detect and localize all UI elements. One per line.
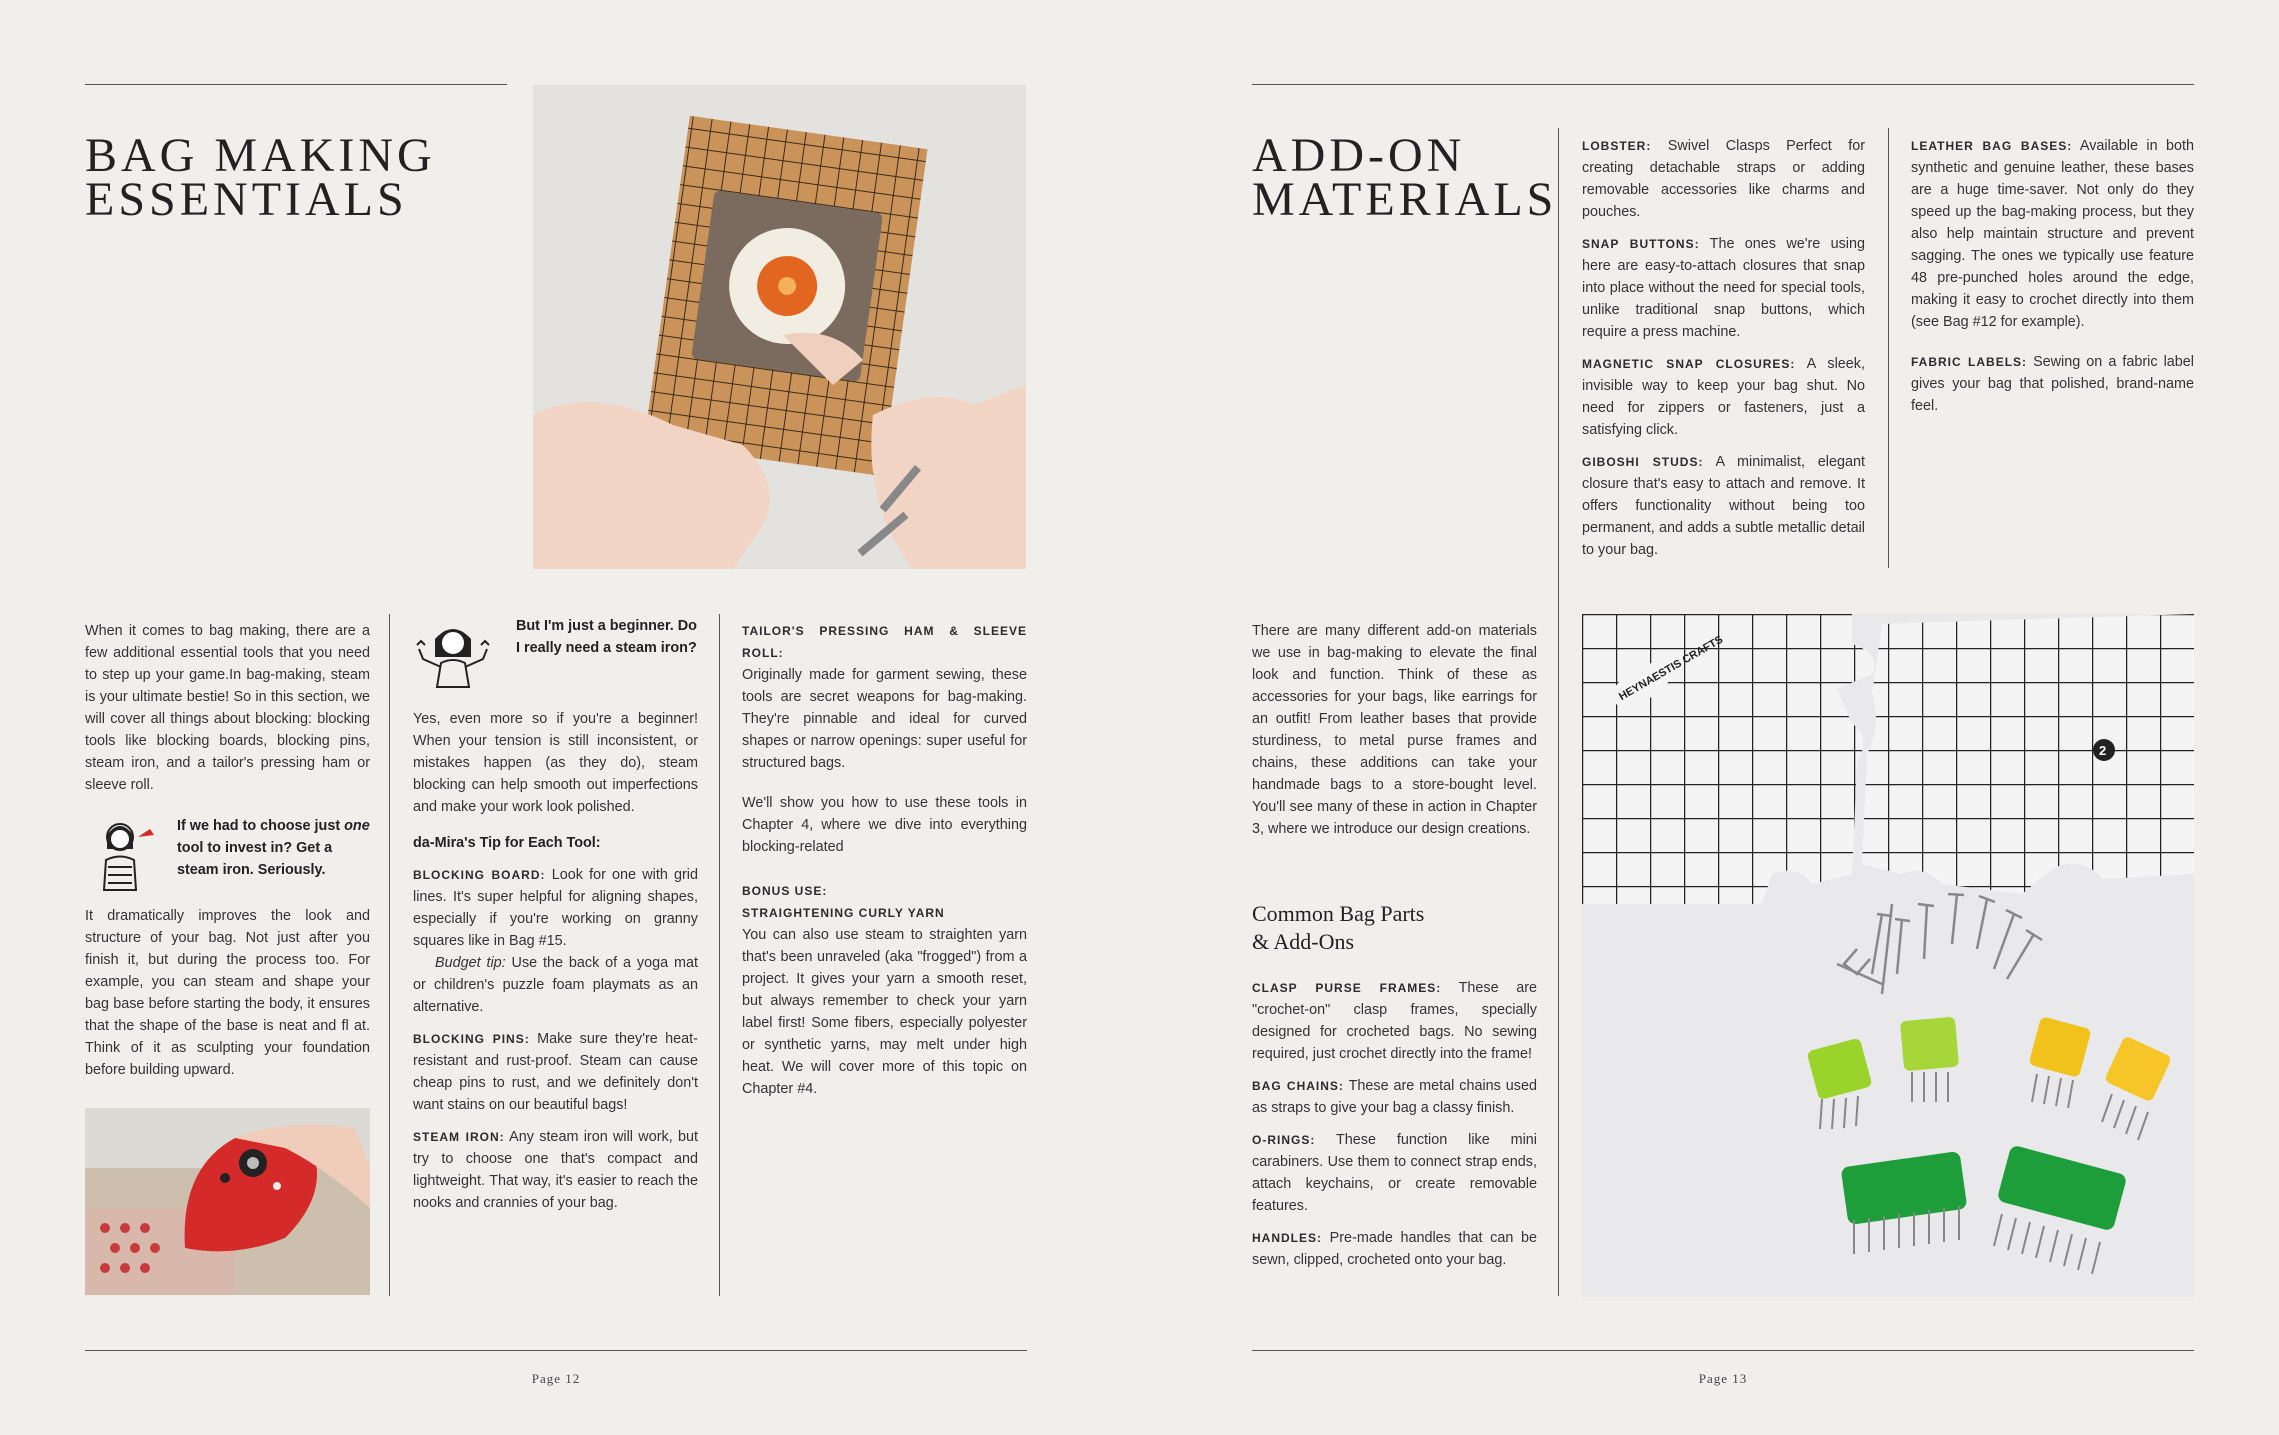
leather-bases-item: LEATHER BAG BASES: Available in both synthetic and genuine leather, these bases are a huge time-saver. Not only do they speed up the bag-making process, but they also help maintain structure and prevent sagging. The ones we typically use feature 48 pre-punched holes around the edge, making it easy to crochet directly into them (see Bag #12 for example).	[1911, 138, 2194, 330]
clasp-frames-item: CLASP PURSE FRAMES: These are "crochet-on" clasp frames, specially designed for crocheted bags. No sewing required, just crochet directly into the frame!	[1252, 980, 1537, 1062]
title-line-2: ESSENTIALS	[85, 173, 408, 226]
bonus-use-text: You can also use steam to straighten yarn that's been unraveled (aka "frogged") from a project. It gives your yarn a smooth reset, but always remember to check your yarn label first! Some fibers, especially polyester or synthetic yarns, may melt under high heat. We will cover more of this topic on Chapter #4.	[742, 927, 1027, 1097]
bag-chains-item: BAG CHAINS: These are metal chains used as straps to give your bag a classy finish.	[1252, 1078, 1537, 1116]
bottom-rule-right	[1252, 1350, 2194, 1351]
right-upper-divider	[1888, 128, 1889, 568]
left-col-divider-1	[389, 614, 390, 1296]
chapter-4-note: We'll show you how to use these tools in Chapter 4, where we dive into everything blocking-related	[742, 795, 1027, 855]
left-col-3	[742, 620, 1027, 1110]
subhead-line-2: & Add-Ons	[1252, 929, 1355, 954]
handles-item: HANDLES: Pre-made handles that can be sewn, clipped, crocheted onto your bag.	[1252, 1230, 1537, 1268]
right-upper-col-a	[1582, 135, 1865, 571]
tip-beginner-question	[413, 615, 698, 700]
left-col-2	[413, 708, 698, 1224]
page-number-left: Page 12	[531, 1371, 581, 1386]
bottom-rule-left	[85, 1350, 1027, 1351]
tip-choose-one-tool	[85, 815, 370, 895]
subhead-line-1: Common Bag Parts	[1252, 901, 1425, 926]
tool-tips-heading: da-Mira's Tip for Each Tool:	[413, 835, 601, 851]
budget-tip: Budget tip: Use the back of a yoga mat or children's puzzle foam playmats as an alternative.	[413, 955, 698, 1015]
steam-iron-photo	[85, 1108, 370, 1295]
snap-buttons-item: SNAP BUTTONS: The ones we're using here are easy-to-attach closures that snap into place without the need for special tools, unlike traditional snap buttons, which require a press machine.	[1582, 236, 1866, 340]
title-line-1: BAG MAKING	[85, 129, 436, 182]
fabric-labels-item: FABRIC LABELS: Sewing on a fabric label gives your bag that polished, brand-name feel.	[1911, 354, 2194, 414]
beginner-answer: Yes, even more so if you're a beginner! When your tension is still inconsistent, or mistakes happen (as they do), steam blocking can help smooth out imperfections and make your work look polished.	[413, 711, 698, 815]
add-on-intro: There are many different add-on materials we use in bag-making to elevate the final look and function. Think of these as accessories for your bags, like earrings for an outfit! From leather bases that provide sturdiness, to metal purse frames and chains, these additions can take your handmade bags to a store-bought level. You'll see many of these in action in Chapter 3, where we introduce our design creations.	[1252, 623, 1537, 837]
blocking-board-illustration	[533, 85, 1026, 569]
right-upper-col-b	[1911, 135, 2194, 427]
steam-iron-illustration	[85, 1108, 370, 1295]
girl-shrug-icon	[413, 615, 493, 695]
left-col-1-after-tip	[85, 905, 370, 1091]
blocking-board-tip: BLOCKING BOARD: Look for one with grid lines. It's super helpful for aligning shapes, especially if you're working on granny squares like in Bag #15.	[413, 867, 699, 949]
steam-iron-tip: STEAM IRON: Any steam iron will work, but try to choose one that's compact and lightweight. That way, it's easier to reach the nooks and crannies of your bag.	[413, 1129, 698, 1211]
blocking-mats-illustration	[1582, 614, 2194, 1297]
lobster-item: LOBSTER: Swivel Clasps Perfect for creating detachable straps or adding removable accessories like charms and pouches.	[1582, 138, 1865, 220]
page-title-bag-making	[85, 129, 436, 226]
blocking-pins-tip: BLOCKING PINS: Make sure they're heat-resistant and rust-proof. Steam can cause cheap pins to rust, and we definitely don't want stains on our beautiful bags!	[413, 1031, 698, 1113]
page-title-add-on-materials	[1252, 129, 1558, 226]
pressing-ham-term: TAILOR'S PRESSING HAM & SLEEVE ROLL:	[742, 624, 1027, 660]
left-col-1	[85, 620, 370, 806]
title-line-2: MATERIALS	[1252, 173, 1558, 226]
o-rings-item: O-RINGS: These function like mini carabiners. Use them to connect strap ends, attach keychains, or create removable features.	[1252, 1132, 1537, 1214]
title-line-1: ADD-ON	[1252, 129, 1466, 182]
page-number-right: Page 13	[1698, 1371, 1748, 1386]
blocking-board-photo	[533, 85, 1026, 569]
mat-brand-text: HEYNAESTIS CRAFTS	[1616, 633, 1726, 704]
bag-making-intro: When it comes to bag making, there are a few additional essential tools that you need to step up your game.In bag-making, steam is your ultimate bestie! So in this section, we will cover all things about blocking: blocking tools like blocking boards, blocking pins, steam iron, and a tailor's pressing ham or sleeve roll.	[85, 623, 370, 793]
right-lower-col	[1252, 620, 1537, 850]
common-bag-parts-heading	[1252, 900, 1537, 956]
left-col-divider-2	[719, 614, 720, 1296]
blocking-mats-photo	[1582, 614, 2194, 1297]
magnetic-snap-item: MAGNETIC SNAP CLOSURES: A sleek, invisible way to keep your bag shut. No need for zippers or fasteners, just a satisfying click.	[1582, 356, 1865, 438]
tip-beginner-question-text: But I'm just a beginner. Do I really need a steam iron?	[516, 618, 697, 656]
curly-yarn-term: STRAIGHTENING CURLY YARN	[742, 906, 945, 920]
giboshi-item: GIBOSHI STUDS: A minimalist, elegant closure that's easy to attach and remove. It offers functionality without being too permanent, and adds a subtle metallic detail to your bag.	[1582, 454, 1866, 558]
mat-number-text: 2	[2099, 743, 2107, 758]
bonus-use-term: BONUS USE:	[742, 884, 828, 898]
tip-choose-one-tool-text: If we had to choose just one tool to invest in? Get a steam iron. Seriously.	[177, 818, 370, 878]
pressing-ham-text: Originally made for garment sewing, these tools are secret weapons for bag-making. They're pinnable and ideal for curved shapes or narrow openings: super useful for structured bags.	[742, 667, 1027, 771]
right-divider-main	[1558, 128, 1559, 1296]
top-rule-right	[1252, 84, 2194, 85]
top-rule-left-title	[85, 84, 507, 85]
bag-parts-list	[1252, 977, 1537, 1281]
steam-iron-explanation: It dramatically improves the look and structure of your bag. Not just after you finish it, but during the process too. For example, you can steam and shape your bag base before starting the body, it ensures that the shape of the base is neat and fl at. Think of it as sculpting your foundation before building upward.	[85, 908, 370, 1078]
girl-with-iron-icon	[90, 815, 160, 895]
